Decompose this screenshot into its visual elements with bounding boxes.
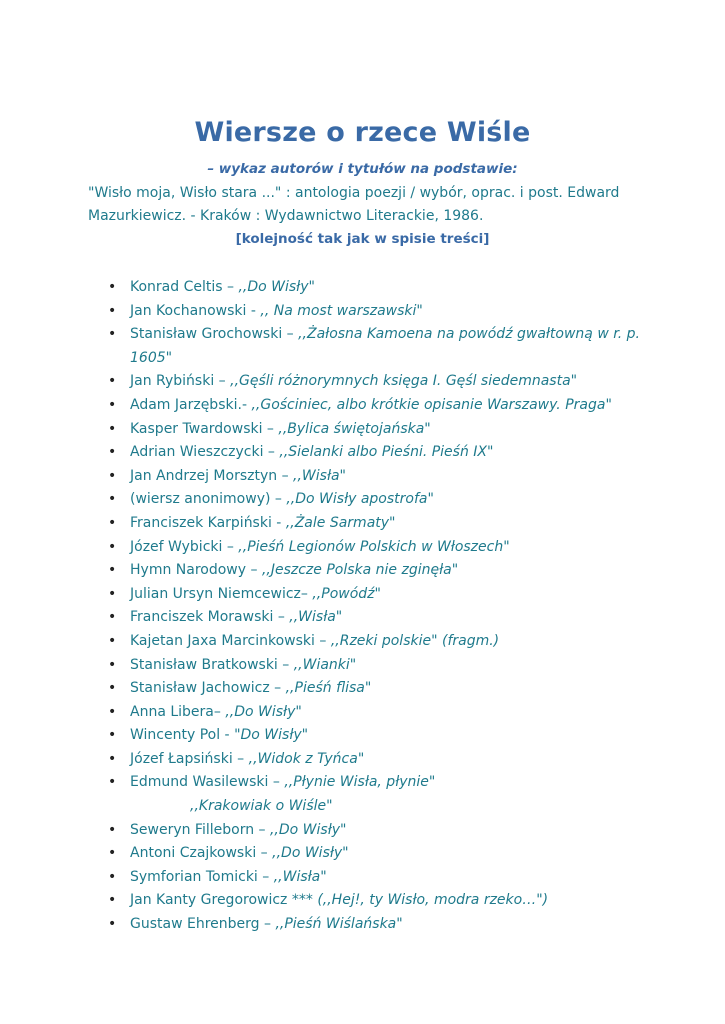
author-name: Adrian Wieszczycki – bbox=[130, 444, 280, 461]
author-name: Anna Libera– bbox=[130, 703, 226, 720]
poem-title: ,,Wisła" bbox=[273, 868, 327, 885]
bullet-icon: • bbox=[108, 892, 117, 909]
author-name: Jan Kochanowski - bbox=[130, 302, 261, 319]
list-item bbox=[0, 418, 725, 442]
bullet-icon: • bbox=[108, 750, 117, 767]
bullet-icon: • bbox=[108, 632, 117, 649]
poem-title: ,,Sielanki albo Pieśni. Pieśń IX" bbox=[279, 444, 494, 461]
list-item bbox=[0, 724, 725, 748]
list-item bbox=[0, 300, 725, 324]
list-item bbox=[0, 559, 725, 583]
list-item bbox=[0, 630, 725, 654]
author-name: Hymn Narodowy – bbox=[130, 562, 262, 579]
poem-title: ,,Bylica świętojańska" bbox=[278, 420, 431, 437]
list-item bbox=[0, 370, 725, 394]
bullet-icon: • bbox=[108, 326, 117, 343]
poem-title: ,, Na most warszawski" bbox=[260, 302, 423, 319]
bullet-icon: • bbox=[108, 656, 117, 673]
list-item bbox=[0, 866, 725, 890]
poem-title: ,,Pieśń Wiślańska" bbox=[275, 916, 403, 933]
poem-title: ,,Wianki" bbox=[293, 656, 357, 673]
page-title: Wiersze o rzece Wiśle bbox=[194, 117, 531, 148]
list-item bbox=[0, 819, 725, 843]
author-name: Kajetan Jaxa Marcinkowski – bbox=[130, 632, 331, 649]
author-name: Adam Jarzębski.- bbox=[130, 396, 252, 413]
poem-title: ,,Jeszcze Polska nie zginęła" bbox=[261, 562, 459, 579]
poem-title: ,,Wisła" bbox=[289, 609, 343, 626]
bullet-icon: • bbox=[108, 916, 117, 933]
author-name: Seweryn Filleborn – bbox=[130, 821, 270, 838]
poem-title: ,,Rzeki polskie" (fragm.) bbox=[330, 632, 500, 649]
author-name: Franciszek Karpiński - bbox=[130, 514, 286, 531]
bullet-icon: • bbox=[108, 774, 117, 791]
bullet-icon: • bbox=[108, 821, 117, 838]
author-name: Jan Andrzej Morsztyn – bbox=[130, 467, 294, 484]
poem-title: ,,Do Wisły" bbox=[238, 279, 315, 295]
poem-title: ,,Do Wisły" bbox=[225, 703, 302, 720]
author-name: Franciszek Morawski – bbox=[130, 609, 290, 626]
author-name: Kasper Twardowski – bbox=[130, 420, 279, 437]
poem-title: ,,Żale Sarmaty" bbox=[285, 514, 396, 531]
list-item bbox=[0, 842, 725, 866]
poem-title: ,,Płynie Wisła, płynie" bbox=[284, 774, 436, 791]
poem-title: ,,Do Wisły" bbox=[269, 821, 347, 838]
author-name: Gustaw Ehrenberg – bbox=[130, 916, 276, 933]
bullet-icon: • bbox=[108, 703, 117, 720]
list-item bbox=[0, 276, 725, 300]
bullet-icon: • bbox=[108, 514, 117, 531]
author-name: Edmund Wasilewski – bbox=[130, 774, 285, 791]
author-name: Józef Wybicki – bbox=[130, 538, 239, 555]
author-name: Stanisław Jachowicz – bbox=[130, 680, 286, 697]
bullet-icon: • bbox=[108, 845, 117, 862]
author-name: Józef Łapsiński – bbox=[130, 750, 249, 767]
poem-title: ,,Pieśń Legionów Polskich w Włoszech" bbox=[238, 538, 510, 555]
bullet-icon: • bbox=[108, 727, 117, 744]
bullet-icon: • bbox=[108, 609, 117, 626]
author-name: Wincenty Pol - bbox=[130, 727, 235, 744]
bullet-icon: • bbox=[108, 467, 117, 484]
order-note: [kolejność tak jak w spisie treści] bbox=[235, 231, 490, 247]
list-item bbox=[0, 771, 725, 795]
bullet-icon: • bbox=[108, 444, 117, 461]
author-name: (wiersz anonimowy) – bbox=[130, 491, 287, 508]
list-item bbox=[0, 394, 725, 418]
list-item bbox=[0, 913, 725, 937]
list-item bbox=[0, 654, 725, 678]
list-item bbox=[0, 441, 725, 465]
poem-title: ,,Pieśń flisa" bbox=[285, 680, 372, 697]
bullet-icon: • bbox=[108, 585, 117, 602]
poem-title: ,,Gęśli różnorymnych księga I. Gęśl siedemnasta" bbox=[230, 373, 578, 390]
list-item bbox=[0, 465, 725, 489]
list-item bbox=[0, 536, 725, 560]
author-name: Jan Kanty Gregorowicz *** bbox=[130, 892, 318, 909]
author-name: Antoni Czajkowski – bbox=[130, 845, 273, 862]
author-name: Symforian Tomicki – bbox=[130, 868, 274, 885]
bullet-icon: • bbox=[108, 680, 117, 697]
bullet-icon: • bbox=[108, 373, 117, 390]
list-item bbox=[0, 889, 725, 913]
list-item bbox=[0, 701, 725, 725]
poem-title: ,,Żałosna Kamoena na powódź gwałtowną w r. p. 1605" bbox=[130, 326, 640, 366]
poem-title: (,,Hej!, ty Wisło, modra rzeko…") bbox=[317, 892, 549, 909]
bullet-icon: • bbox=[108, 279, 117, 295]
poem-title: ,,Powódź" bbox=[312, 585, 381, 602]
author-name: Stanisław Grochowski – bbox=[130, 326, 299, 343]
bullet-icon: • bbox=[108, 538, 117, 555]
poem-title: ,,Gościniec, albo krótkie opisanie Warszawy. Praga" bbox=[251, 396, 612, 413]
source-citation: "Wisło moja, Wisło stara ..." : antologia poezji / wybór, oprac. i post. Edward Mazurkiewicz. - Kraków : Wydawnictwo Literackie, 1986. bbox=[88, 185, 620, 224]
bullet-icon: • bbox=[108, 491, 117, 508]
list-item bbox=[0, 583, 725, 607]
author-name: Konrad Celtis – bbox=[130, 279, 239, 295]
poem-title: "Do Wisły" bbox=[234, 727, 309, 744]
list-item bbox=[0, 606, 725, 630]
author-name: Julian Ursyn Niemcewicz– bbox=[130, 585, 313, 602]
bullet-icon: • bbox=[108, 420, 117, 437]
author-name: Jan Rybiński – bbox=[130, 373, 231, 390]
author-name: Stanisław Bratkowski – bbox=[130, 656, 294, 673]
poem-title: ,,Wisła" bbox=[293, 467, 346, 484]
bullet-icon: • bbox=[108, 396, 117, 413]
poem-title: ,,Do Wisły" bbox=[272, 845, 349, 862]
poem-title: ,,Do Wisły apostrofa" bbox=[286, 491, 434, 508]
bullet-icon: • bbox=[108, 868, 117, 885]
list-item bbox=[0, 488, 725, 512]
list-item bbox=[0, 677, 725, 701]
page-subtitle: – wykaz autorów i tytułów na podstawie: bbox=[207, 161, 518, 177]
bullet-icon: • bbox=[108, 302, 117, 319]
poem-title: ,,Widok z Tyńca" bbox=[248, 750, 365, 767]
bullet-icon: • bbox=[108, 562, 117, 579]
poem-list bbox=[0, 276, 725, 937]
poem-title-continuation: ,,Krakowiak o Wiśle" bbox=[190, 798, 333, 815]
list-item bbox=[0, 512, 725, 536]
list-item bbox=[0, 323, 725, 370]
list-item bbox=[0, 748, 725, 772]
